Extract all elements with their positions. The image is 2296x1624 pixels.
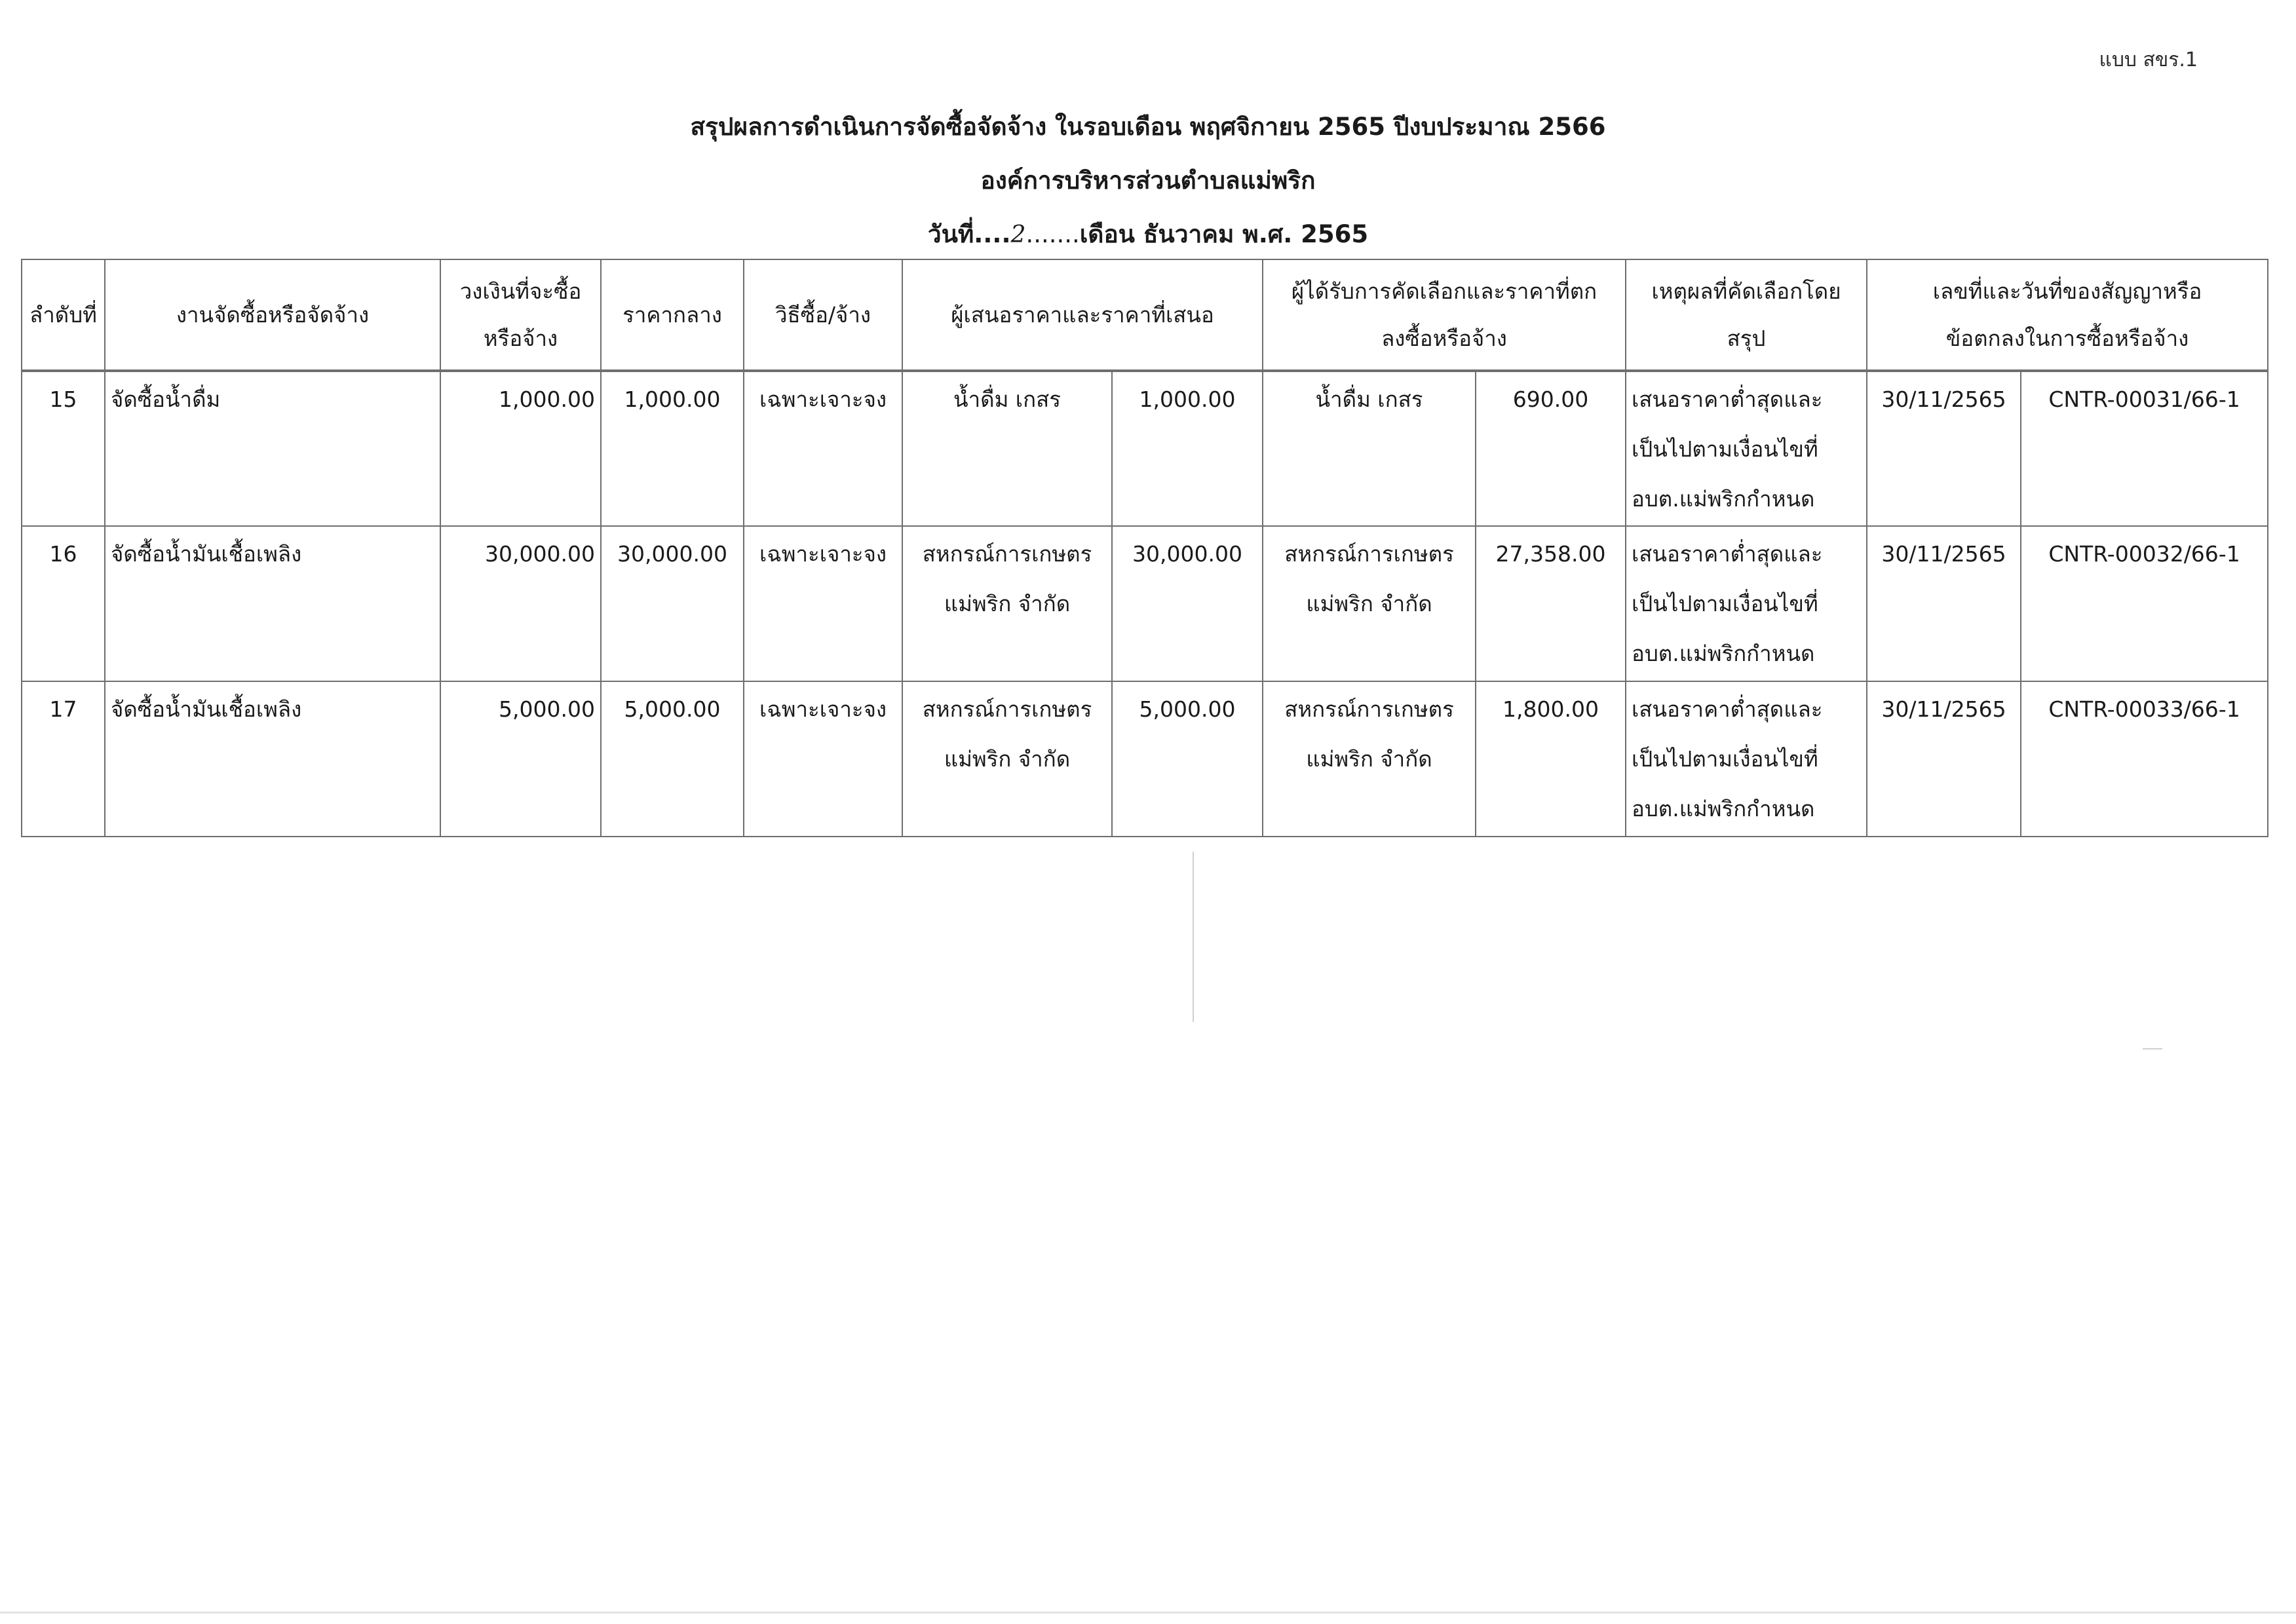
- cell-winner-price: 27,358.00: [1476, 526, 1626, 681]
- header-contract-line1: เลขที่และวันที่ของสัญญาหรือ: [1932, 278, 2202, 304]
- cell-work: จัดซื้อน้ำมันเชื้อเพลิง: [105, 681, 440, 837]
- cell-seq: 15: [22, 371, 105, 526]
- cell-bidder: [902, 526, 1112, 681]
- cell-reason: [1626, 681, 1867, 837]
- cell-winner-price: 690.00: [1476, 371, 1626, 526]
- header-seq: ลำดับที่: [22, 259, 105, 371]
- date-prefix: วันที่....: [927, 220, 1011, 248]
- scan-artifact-edge: [0, 1612, 2296, 1614]
- cell-winner: [1263, 526, 1476, 681]
- cell-bid-price: 1,000.00: [1112, 371, 1263, 526]
- winner-line1: น้ำดื่ม เกสร: [1315, 387, 1423, 412]
- reason-line2: เป็นไปตามเงื่อนไขที่: [1632, 591, 1818, 616]
- reason-line2: เป็นไปตามเงื่อนไขที่: [1632, 746, 1818, 772]
- header-contract-line2: ข้อตกลงในการซื้อหรือจ้าง: [1945, 325, 2189, 351]
- form-code: แบบ สขร.1: [2099, 48, 2198, 71]
- winner-line2: แม่พริก จำกัด: [1306, 591, 1432, 616]
- table-row: [22, 681, 2268, 837]
- reason-line3: อบต.แม่พริกกำหนด: [1632, 796, 1815, 821]
- cell-method: เฉพาะเจาะจง: [744, 526, 902, 681]
- cell-winner: [1263, 681, 1476, 837]
- organization-name: องค์การบริหารส่วนตำบลแม่พริก: [980, 166, 1316, 195]
- header-budget-line2: หรือจ้าง: [483, 325, 558, 351]
- cell-contract-date: 30/11/2565: [1867, 681, 2021, 837]
- cell-bid-price: 30,000.00: [1112, 526, 1263, 681]
- cell-reason: [1626, 526, 1867, 681]
- reason-line3: อบต.แม่พริกกำหนด: [1632, 486, 1815, 512]
- cell-work: จัดซื้อน้ำดื่ม: [105, 371, 440, 526]
- winner-line2: แม่พริก จำกัด: [1306, 746, 1432, 772]
- procurement-summary-table: [21, 259, 2268, 837]
- cell-bidder: [902, 681, 1112, 837]
- page-title: สรุปผลการดำเนินการจัดซื้อจัดจ้าง ในรอบเดือน พฤศจิกายน 2565 ปีงบประมาณ 2566: [690, 113, 1606, 141]
- cell-median-price: 1,000.00: [601, 371, 744, 526]
- scan-artifact-line: [1193, 852, 1194, 1022]
- header-budget-line1: วงเงินที่จะซื้อ: [459, 278, 582, 304]
- date-dots: .......: [1025, 220, 1080, 248]
- winner-line1: สหกรณ์การเกษตร: [1284, 541, 1454, 567]
- cell-contract-date: 30/11/2565: [1867, 371, 2021, 526]
- date-suffix: เดือน ธันวาคม พ.ศ. 2565: [1079, 220, 1369, 248]
- cell-bidder: [902, 371, 1112, 526]
- header-reason: [1626, 259, 1867, 371]
- cell-winner-price: 1,800.00: [1476, 681, 1626, 837]
- table-row: [22, 526, 2268, 681]
- bidder-line1: สหกรณ์การเกษตร: [922, 541, 1092, 567]
- header-work: งานจัดซื้อหรือจัดจ้าง: [105, 259, 440, 371]
- cell-method: เฉพาะเจาะจง: [744, 371, 902, 526]
- table-header-row: [22, 259, 2268, 371]
- cell-winner: [1263, 371, 1476, 526]
- reason-line2: เป็นไปตามเงื่อนไขที่: [1632, 436, 1818, 462]
- cell-median-price: 5,000.00: [601, 681, 744, 837]
- document-header: [0, 98, 2296, 259]
- scan-artifact-line: [2143, 1048, 2162, 1049]
- cell-budget: 30,000.00: [440, 526, 601, 681]
- winner-line1: สหกรณ์การเกษตร: [1284, 696, 1454, 722]
- cell-seq: 16: [22, 526, 105, 681]
- cell-bid-price: 5,000.00: [1112, 681, 1263, 837]
- header-contract: [1867, 259, 2268, 371]
- bidder-line2: แม่พริก จำกัด: [944, 746, 1071, 772]
- header-bidders: ผู้เสนอราคาและราคาที่เสนอ: [902, 259, 1263, 371]
- reason-line1: เสนอราคาต่ำสุดและ: [1632, 541, 1823, 567]
- cell-seq: 17: [22, 681, 105, 837]
- header-budget: [440, 259, 601, 371]
- cell-contract-date: 30/11/2565: [1867, 526, 2021, 681]
- header-method: วิธีซื้อ/จ้าง: [744, 259, 902, 371]
- cell-budget: 1,000.00: [440, 371, 601, 526]
- header-median-price: ราคากลาง: [601, 259, 744, 371]
- cell-work: จัดซื้อน้ำมันเชื้อเพลิง: [105, 526, 440, 681]
- cell-method: เฉพาะเจาะจง: [744, 681, 902, 837]
- header-winner-line1: ผู้ได้รับการคัดเลือกและราคาที่ตก: [1291, 278, 1598, 304]
- header-reason-line2: สรุป: [1727, 325, 1766, 351]
- reason-line1: เสนอราคาต่ำสุดและ: [1632, 387, 1823, 412]
- table-row: [22, 371, 2268, 526]
- header-winner: [1263, 259, 1626, 371]
- cell-contract-no: CNTR-00032/66-1: [2021, 526, 2268, 681]
- cell-budget: 5,000.00: [440, 681, 601, 837]
- reason-line3: อบต.แม่พริกกำหนด: [1632, 641, 1815, 666]
- cell-contract-no: CNTR-00031/66-1: [2021, 371, 2268, 526]
- cell-median-price: 30,000.00: [601, 526, 744, 681]
- bidder-line2: แม่พริก จำกัด: [944, 591, 1071, 616]
- header-winner-line2: ลงซื้อหรือจ้าง: [1381, 325, 1507, 351]
- date-line: [0, 206, 2296, 259]
- cell-contract-no: CNTR-00033/66-1: [2021, 681, 2268, 837]
- cell-reason: [1626, 371, 1867, 526]
- date-day-handwritten: 2: [1010, 221, 1026, 248]
- header-reason-line1: เหตุผลที่คัดเลือกโดย: [1651, 278, 1841, 304]
- bidder-line1: น้ำดื่ม เกสร: [953, 387, 1061, 412]
- reason-line1: เสนอราคาต่ำสุดและ: [1632, 696, 1823, 722]
- bidder-line1: สหกรณ์การเกษตร: [922, 696, 1092, 722]
